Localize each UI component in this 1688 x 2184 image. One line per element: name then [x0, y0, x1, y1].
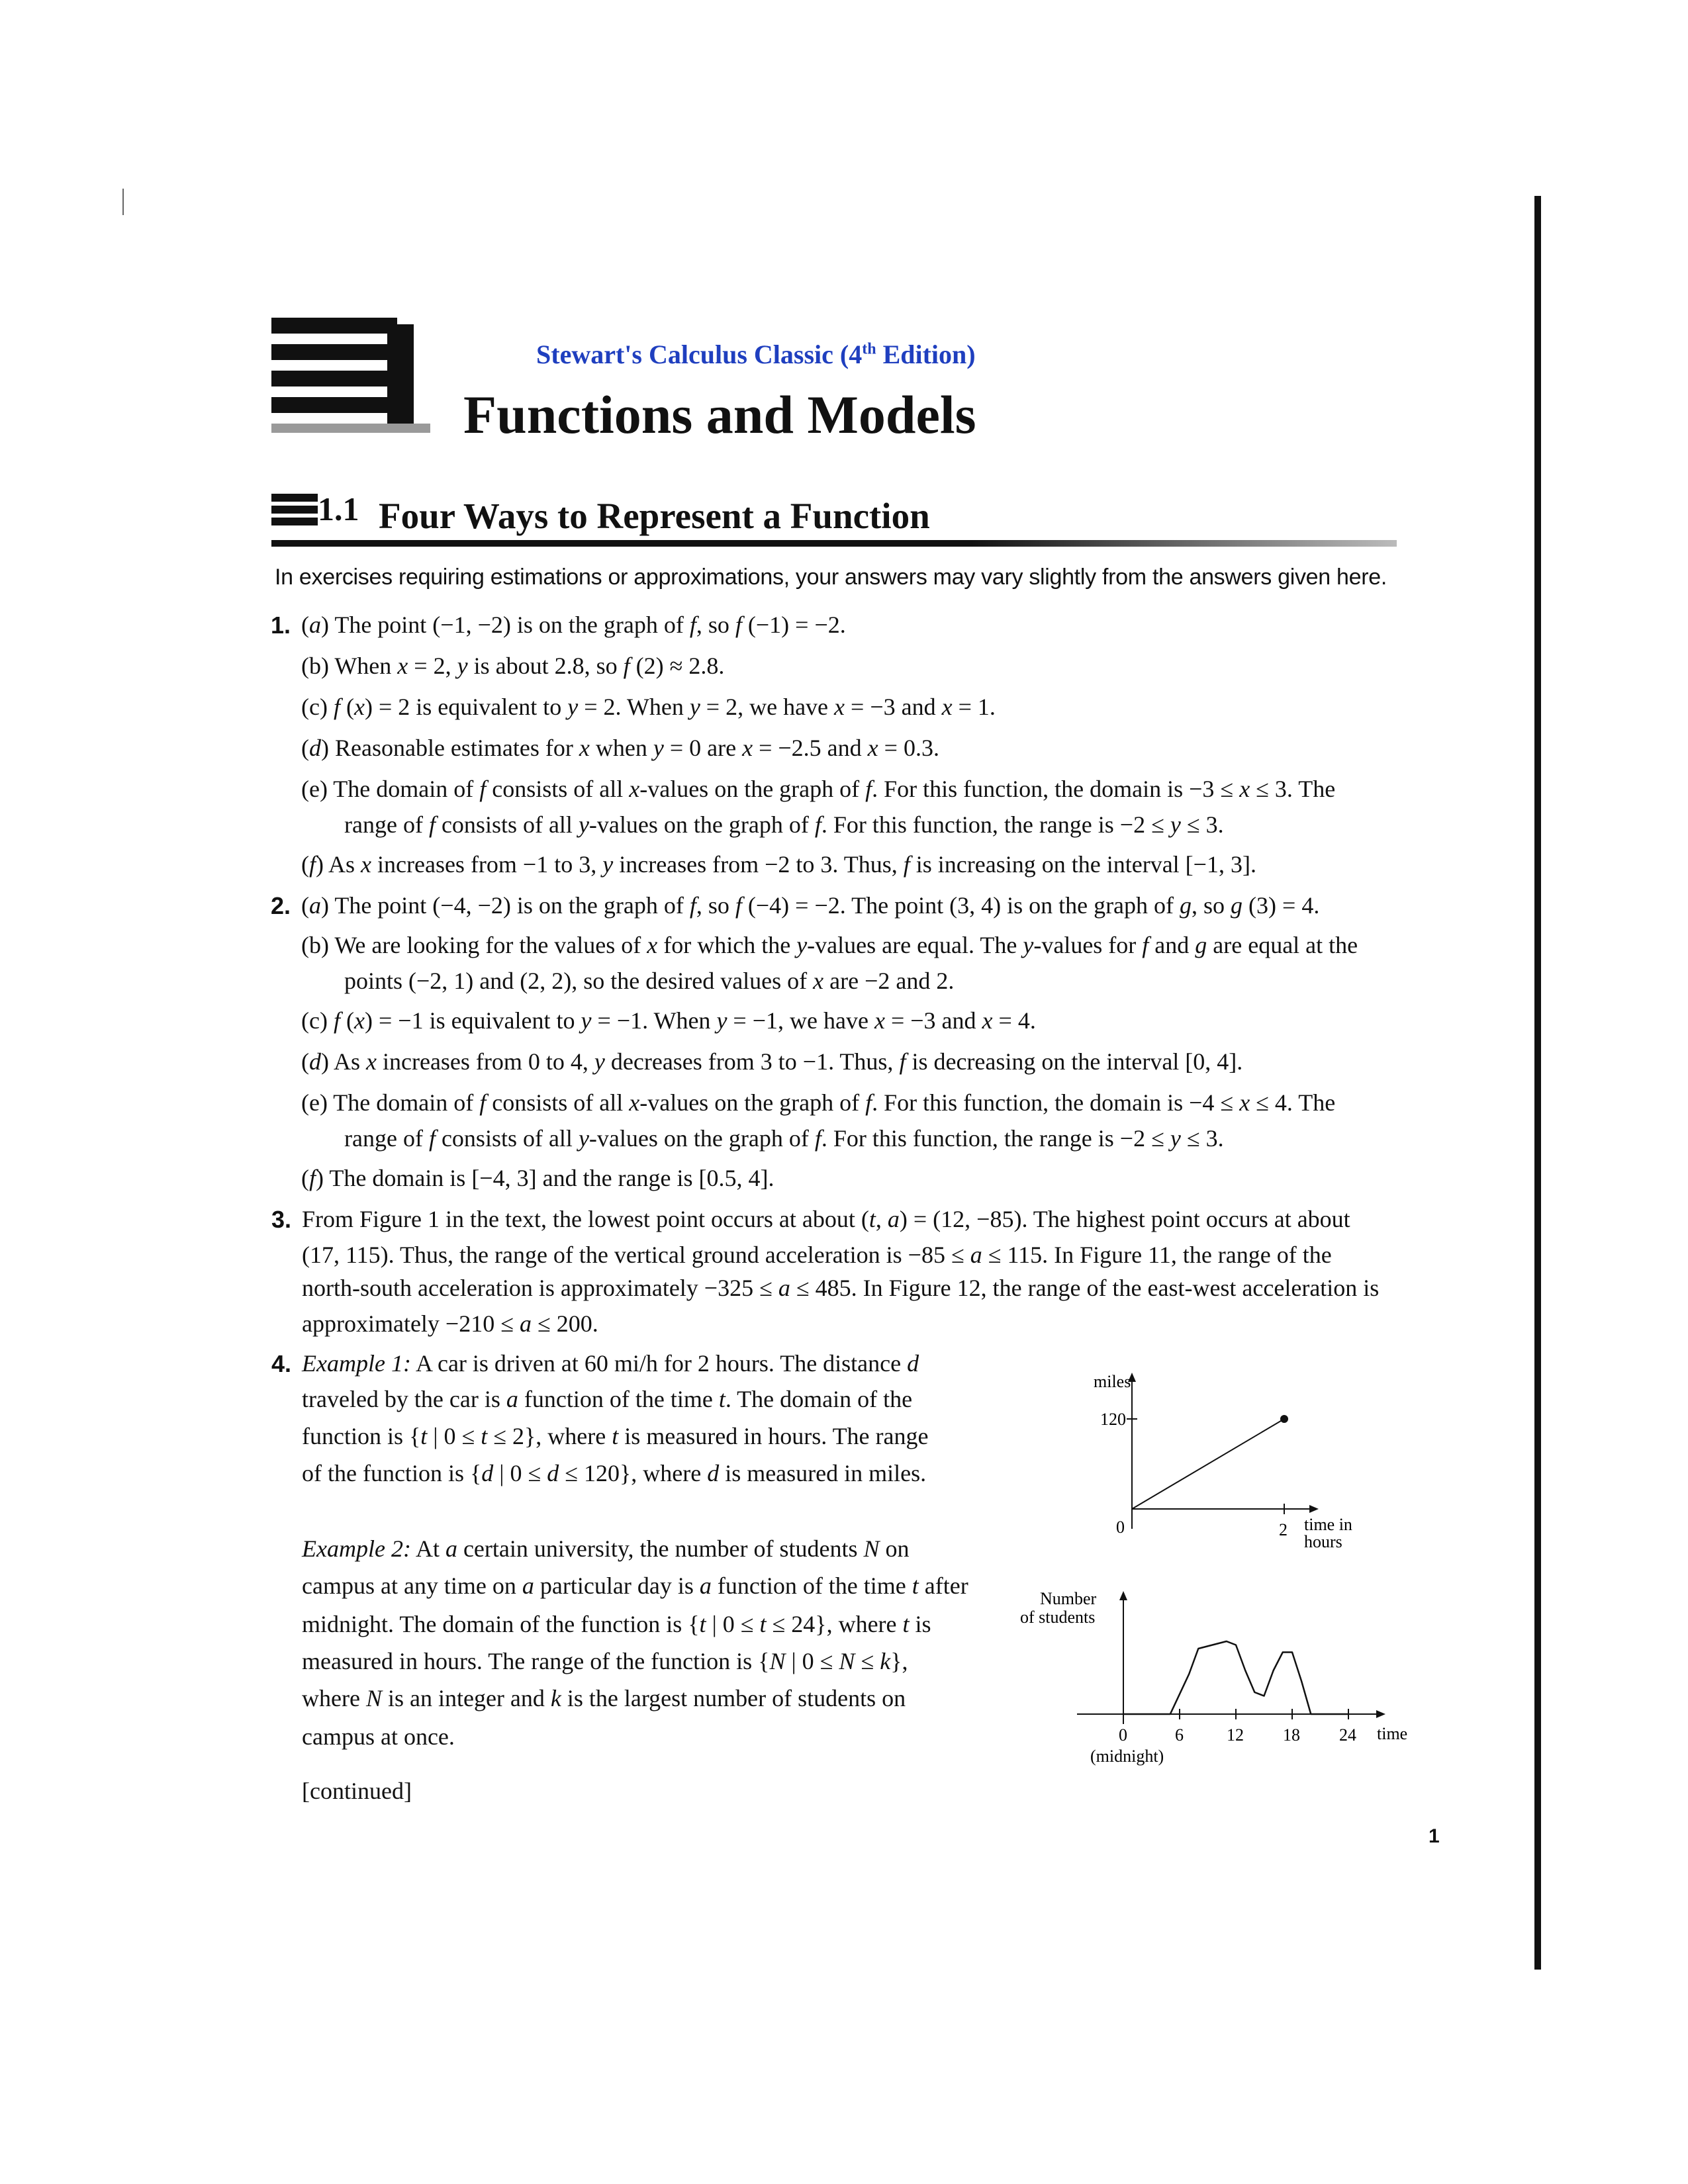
answer-line: [270, 608, 846, 643]
answer-text: midnight. The domain of the function is {t | 0 ≤ t ≤ 24}, where t is: [302, 1611, 931, 1637]
exercise-number: 3.: [271, 1206, 291, 1233]
answer-line: [302, 1681, 906, 1716]
answer-line: [301, 1161, 774, 1196]
exercise-number: 2.: [270, 892, 291, 919]
exercise-number: 1.: [270, 612, 291, 639]
x-tick-label: 0: [1116, 1518, 1125, 1537]
answer-text: (e) The domain of f consists of all x-values on the graph of f. For this function, the domain is −3 ≤ x ≤ 3. The: [301, 776, 1336, 802]
answer-line: [302, 1382, 912, 1417]
answer-text: range of f consists of all y-values on the graph of f. For this function, the range is −2 ≤ y ≤ 3.: [344, 1125, 1224, 1152]
exercise-number: 4.: [271, 1350, 291, 1377]
answer-line: [271, 1346, 919, 1381]
answer-text: (a) The point (−1, −2) is on the graph of f, so f (−1) = −2.: [301, 612, 846, 638]
chapter-title: Functions and Models: [463, 385, 976, 445]
x-tick-sublabel: (midnight): [1090, 1747, 1164, 1766]
answer-line: [302, 1419, 928, 1454]
answer-line: [301, 928, 1358, 963]
answer-text: Example 1: A car is driven at 60 mi/h for 2 hours. The distance d: [302, 1350, 919, 1377]
answer-text: (a) The point (−4, −2) is on the graph of f, so f (−4) = −2. The point (3, 4) is on the graph of g, so g (3) = 4.: [301, 892, 1320, 919]
x-tick-label: 12: [1227, 1725, 1244, 1745]
x-axis-arrow: [1376, 1710, 1385, 1718]
answer-text: From Figure 1 in the text, the lowest point occurs at about (t, a) = (12, −85). The highest point occurs at about: [302, 1206, 1350, 1232]
section-number: 1.1: [318, 490, 359, 527]
answer-line: [302, 1774, 412, 1809]
x-tick-label: 2: [1279, 1520, 1288, 1539]
x-axis-label: time: [1377, 1724, 1408, 1743]
y-tick-label: 120: [1100, 1410, 1126, 1429]
series-line: [1123, 1641, 1348, 1714]
answer-text: function is {t | 0 ≤ t ≤ 2}, where t is measured in hours. The range: [302, 1423, 929, 1449]
answer-text: (e) The domain of f consists of all x-values on the graph of f. For this function, the domain is −4 ≤ x ≤ 4. The: [301, 1089, 1336, 1116]
answer-text: campus at once.: [302, 1723, 455, 1750]
answer-text: of the function is {d | 0 ≤ d ≤ 120}, where d is measured in miles.: [302, 1460, 927, 1486]
answer-line: [302, 1719, 455, 1754]
answer-text: Example 2: At a certain university, the number of students N on: [302, 1535, 910, 1562]
x-axis-arrow: [1309, 1505, 1319, 1513]
answer-text: (c) f (x) = 2 is equivalent to y = 2. When y = 2, we have x = −3 and x = 1.: [301, 694, 996, 720]
answer-line: [270, 888, 1320, 923]
chapter-number-glyph: [387, 324, 414, 424]
x-tick-label: 18: [1283, 1725, 1300, 1745]
answer-text: (b) When x = 2, y is about 2.8, so f (2) ≈ 2.8.: [301, 653, 725, 679]
answer-text: (c) f (x) = −1 is equivalent to y = −1. When y = −1, we have x = −3 and x = 4.: [301, 1007, 1036, 1034]
answer-text: points (−2, 1) and (2, 2), so the desired values of x are −2 and 2.: [344, 968, 955, 994]
scan-mark: [122, 189, 124, 215]
series-line: [1132, 1419, 1284, 1509]
intro-text: In exercises requiring estimations or approximations, your answers may vary slightly from the answers given here.: [275, 565, 1387, 590]
answer-line: [301, 690, 996, 725]
answer-line: [344, 964, 954, 999]
answer-line: [271, 1202, 1350, 1237]
answer-line: [302, 1238, 1332, 1273]
answer-line: [301, 1085, 1335, 1120]
answer-text: traveled by the car is a function of the time t. The domain of the: [302, 1386, 913, 1412]
answer-line: [302, 1569, 968, 1604]
answer-text: range of f consists of all y-values on the graph of f. For this function, the range is −2 ≤ y ≤ 3.: [344, 811, 1224, 838]
answer-text: (d) Reasonable estimates for x when y = 0 are x = −2.5 and x = 0.3.: [301, 735, 939, 761]
answer-line: [301, 649, 724, 684]
answer-line: [344, 807, 1224, 842]
book-title: Stewart's Calculus Classic (4th Edition): [536, 340, 976, 369]
answer-line: [301, 847, 1256, 882]
answer-text: north-south acceleration is approximately −325 ≤ a ≤ 485. In Figure 12, the range of the east-west acceleration is: [302, 1275, 1380, 1301]
answer-line: [301, 772, 1335, 807]
x-tick-label: 24: [1339, 1725, 1356, 1745]
y-axis-label-1: Number: [1040, 1589, 1097, 1608]
answer-text: approximately −210 ≤ a ≤ 200.: [302, 1310, 598, 1337]
section-rule: [271, 540, 1397, 547]
answer-text: (f) The domain is [−4, 3] and the range is [0.5, 4].: [301, 1165, 774, 1191]
x-axis-label-1: time in: [1304, 1515, 1352, 1534]
y-axis-arrow: [1119, 1591, 1127, 1600]
y-axis-label: miles: [1094, 1372, 1131, 1391]
answer-line: [302, 1531, 909, 1567]
answer-line: [344, 1121, 1224, 1156]
answer-text: where N is an integer and k is the largest number of students on: [302, 1685, 906, 1711]
section-title: Four Ways to Represent a Function: [379, 496, 930, 536]
answer-line: [302, 1306, 598, 1342]
answer-text: (d) As x increases from 0 to 4, y decreases from 3 to −1. Thus, f is decreasing on the interval [0, 4].: [301, 1048, 1243, 1075]
answer-text: campus at any time on a particular day is a function of the time t after: [302, 1572, 968, 1599]
answer-line: [302, 1644, 908, 1679]
answer-text: (17, 115). Thus, the range of the vertical ground acceleration is −85 ≤ a ≤ 115. In Figure 11, the range of the: [302, 1242, 1332, 1268]
answer-text: [continued]: [302, 1778, 412, 1804]
answer-line: [302, 1456, 926, 1491]
answer-line: [301, 1044, 1243, 1079]
answer-line: [301, 1003, 1036, 1038]
page-number: 1: [1429, 1825, 1440, 1847]
chart-car-distance: [1046, 1363, 1417, 1562]
y-axis-label-2: of students: [1020, 1608, 1096, 1627]
answer-text: (b) We are looking for the values of x for which the y-values are equal. The y-values for f and g are equal at the: [301, 932, 1358, 958]
chapter-marker: [271, 318, 437, 437]
answer-line: [302, 1271, 1379, 1306]
x-axis-label-2: hours: [1304, 1532, 1342, 1551]
answer-text: (f) As x increases from −1 to 3, y increases from −2 to 3. Thus, f is increasing on the interval [−1, 3].: [301, 851, 1256, 878]
x-tick-label: 6: [1175, 1725, 1184, 1745]
chart-students: [1016, 1582, 1440, 1780]
answer-text: measured in hours. The range of the function is {N | 0 ≤ N ≤ k},: [302, 1648, 908, 1674]
answer-line: [302, 1607, 931, 1642]
page-edge-rule: [1534, 196, 1541, 1970]
endpoint-marker: [1280, 1415, 1288, 1423]
answer-line: [301, 731, 939, 766]
x-tick-label: 0: [1119, 1725, 1127, 1745]
